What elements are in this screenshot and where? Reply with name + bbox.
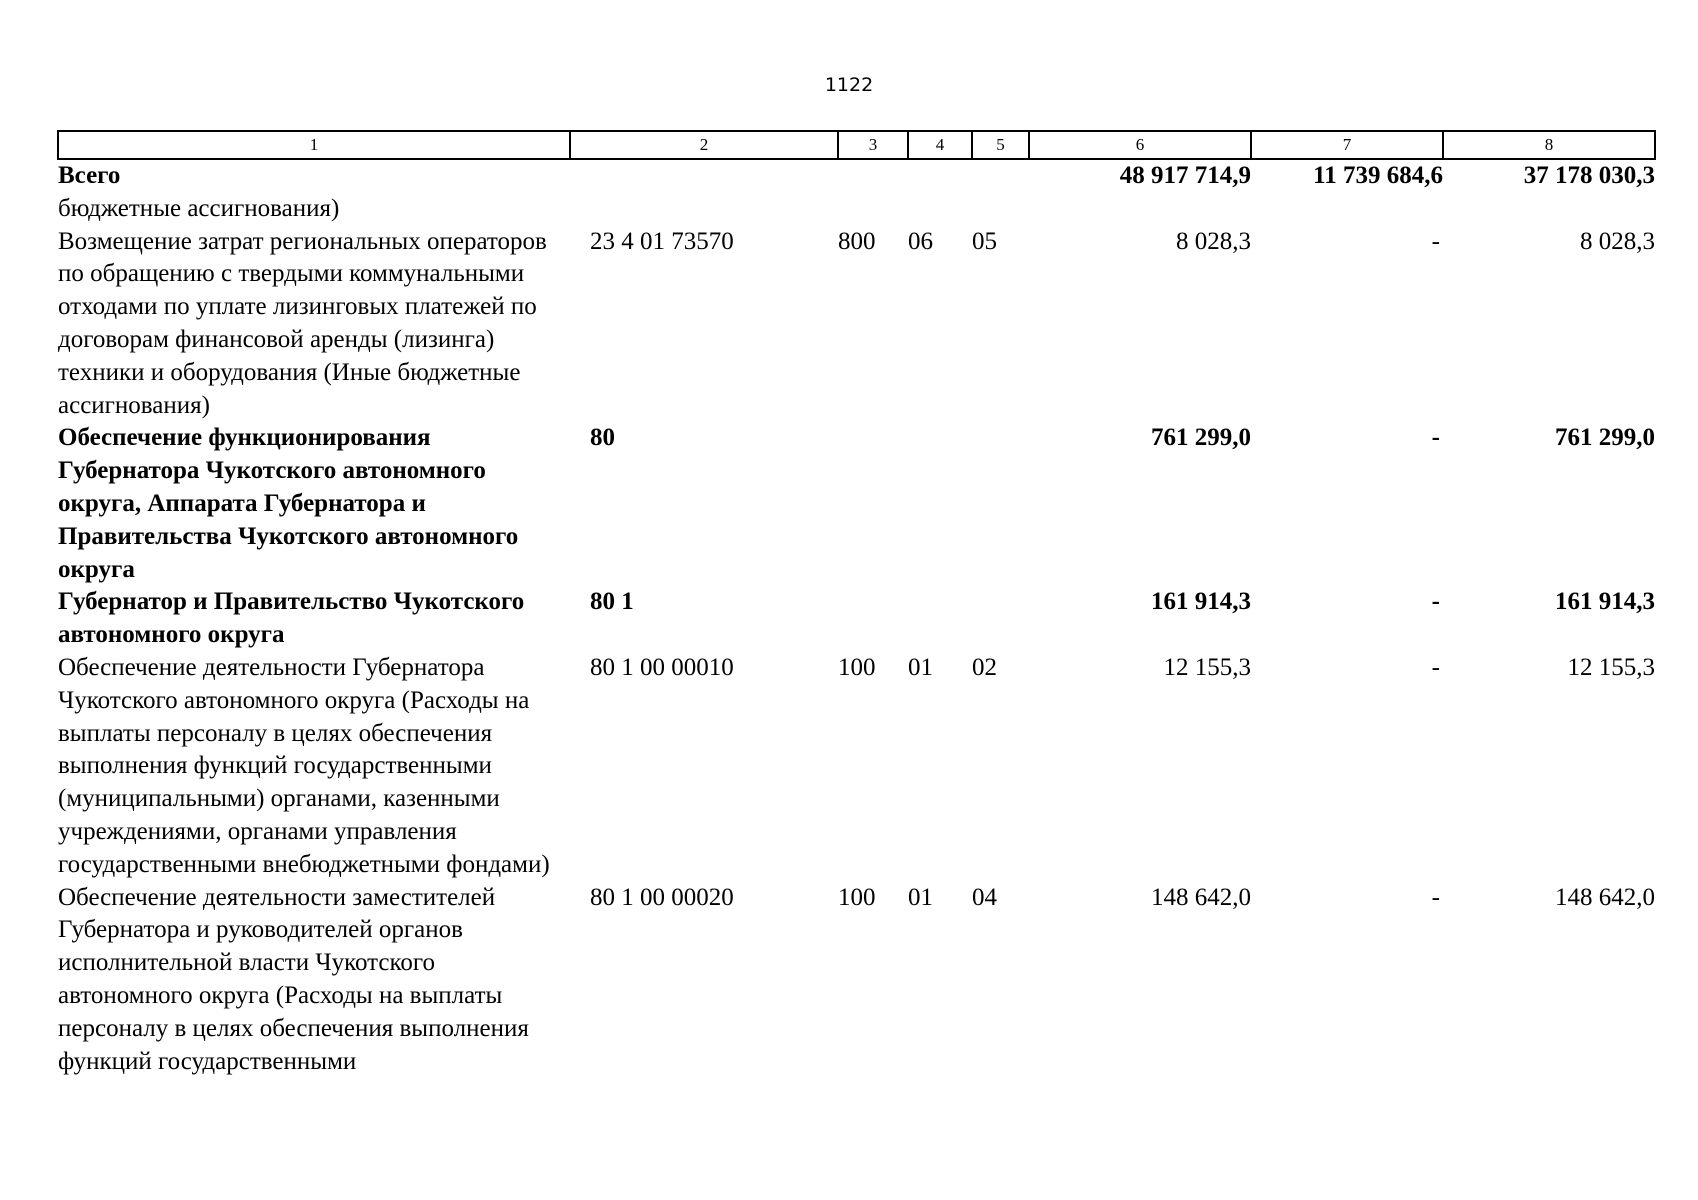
row-value-8: 8 028,3 bbox=[1580, 227, 1655, 255]
row-col3: 100 bbox=[838, 883, 876, 911]
row-name: Обеспечение функционирования Губернатора Чукотского автономного округа, Аппарата Губернатора и Правительства Чукотского автономного округа bbox=[58, 424, 519, 583]
row-name: Обеспечение деятельности заместителей Губернатора и руководителей органов исполнительной власти Чукотского автономного округа (Расходы на выплаты персоналу в целях обеспечения выполнения функций государственными bbox=[58, 883, 529, 1075]
column-number-row bbox=[58, 131, 1655, 159]
row-value-6: 761 299,0 bbox=[1151, 424, 1251, 452]
row-value-7: 11 739 684,6 bbox=[1313, 162, 1443, 189]
row-value-6: 48 917 714,9 bbox=[1119, 162, 1251, 189]
row-value-6: 148 642,0 bbox=[1151, 883, 1251, 911]
row-value-7: - bbox=[1431, 227, 1440, 255]
row-value-6: 8 028,3 bbox=[1176, 227, 1251, 255]
row-name: Обеспечение деятельности Губернатора Чукотского автономного округа (Расходы на выплаты персоналу в целях обеспечения выполнения функций государственными (муниципальными) органами, казенными учреждениями, органами управления государственными внебюджетными фондами) bbox=[58, 653, 550, 878]
table-row bbox=[58, 226, 1655, 423]
row-col4 bbox=[908, 193, 972, 226]
row-col4 bbox=[908, 422, 972, 586]
table-row-total bbox=[58, 159, 1655, 193]
row-name: бюджетные ассигнования) bbox=[58, 194, 340, 222]
table-row bbox=[58, 882, 1655, 1079]
row-code: 23 4 01 73570 bbox=[590, 227, 734, 255]
table-row-section bbox=[58, 422, 1655, 586]
row-name: Губернатор и Правительство Чукотского автономного округа bbox=[58, 588, 525, 649]
row-col4: 06 bbox=[908, 227, 933, 255]
row-value-6: 12 155,3 bbox=[1163, 653, 1251, 681]
row-col5: 02 bbox=[972, 653, 997, 681]
column-header-7: 7 bbox=[1251, 131, 1443, 159]
row-col5 bbox=[972, 159, 1029, 193]
row-col5 bbox=[972, 586, 1029, 652]
page-number: 1122 bbox=[824, 74, 874, 96]
table-body bbox=[58, 159, 1655, 1078]
row-col4: 01 bbox=[908, 653, 933, 681]
row-value-7: - bbox=[1431, 883, 1440, 911]
row-col3: 100 bbox=[838, 653, 876, 681]
row-value-8 bbox=[1443, 193, 1655, 226]
column-header-3: 3 bbox=[838, 131, 908, 159]
row-value-7 bbox=[1251, 193, 1443, 226]
row-value-6 bbox=[1029, 193, 1251, 226]
row-value-8: 12 155,3 bbox=[1567, 653, 1655, 681]
table-row-section bbox=[58, 586, 1655, 652]
row-col3 bbox=[838, 193, 908, 226]
row-col5: 04 bbox=[972, 883, 997, 911]
row-col5 bbox=[972, 193, 1029, 226]
row-col5: 05 bbox=[972, 227, 997, 255]
row-code bbox=[570, 193, 838, 226]
row-name: Возмещение затрат региональных операторов по обращению с твердыми коммунальными отходами по уплате лизинговых платежей по договорам финансовой аренды (лизинга) техники и оборудования (Иные бюджетные ассигнования) bbox=[58, 227, 547, 419]
row-col3 bbox=[838, 422, 908, 586]
column-header-2: 2 bbox=[570, 131, 838, 159]
row-col4: 01 bbox=[908, 883, 933, 911]
row-value-7: - bbox=[1431, 588, 1440, 616]
column-header-5: 5 bbox=[972, 131, 1029, 159]
row-col5 bbox=[972, 422, 1029, 586]
row-value-8: 761 299,0 bbox=[1555, 424, 1655, 452]
row-col4 bbox=[908, 586, 972, 652]
row-col4 bbox=[908, 159, 972, 193]
row-code bbox=[570, 159, 838, 193]
row-value-8: 161 914,3 bbox=[1555, 588, 1655, 616]
row-code: 80 1 00 00010 bbox=[590, 653, 734, 681]
row-value-7: - bbox=[1431, 424, 1440, 452]
row-code: 80 bbox=[590, 424, 615, 452]
table-row bbox=[58, 652, 1655, 882]
column-header-4: 4 bbox=[908, 131, 972, 159]
table-row bbox=[58, 193, 1655, 226]
row-code: 80 1 bbox=[590, 588, 634, 616]
row-col3: 800 bbox=[838, 227, 876, 255]
column-header-8: 8 bbox=[1443, 131, 1655, 159]
row-value-7: - bbox=[1431, 653, 1440, 681]
table-header bbox=[58, 131, 1655, 159]
row-value-8: 37 178 030,3 bbox=[1523, 162, 1655, 189]
row-code: 80 1 00 00020 bbox=[590, 883, 734, 911]
row-col3 bbox=[838, 586, 908, 652]
row-value-6: 161 914,3 bbox=[1151, 588, 1251, 616]
row-value-8: 148 642,0 bbox=[1555, 883, 1655, 911]
budget-table bbox=[57, 130, 1656, 1078]
row-col3 bbox=[838, 159, 908, 193]
column-header-1: 1 bbox=[58, 131, 570, 159]
row-name: Всего bbox=[58, 162, 121, 189]
column-header-6: 6 bbox=[1029, 131, 1251, 159]
